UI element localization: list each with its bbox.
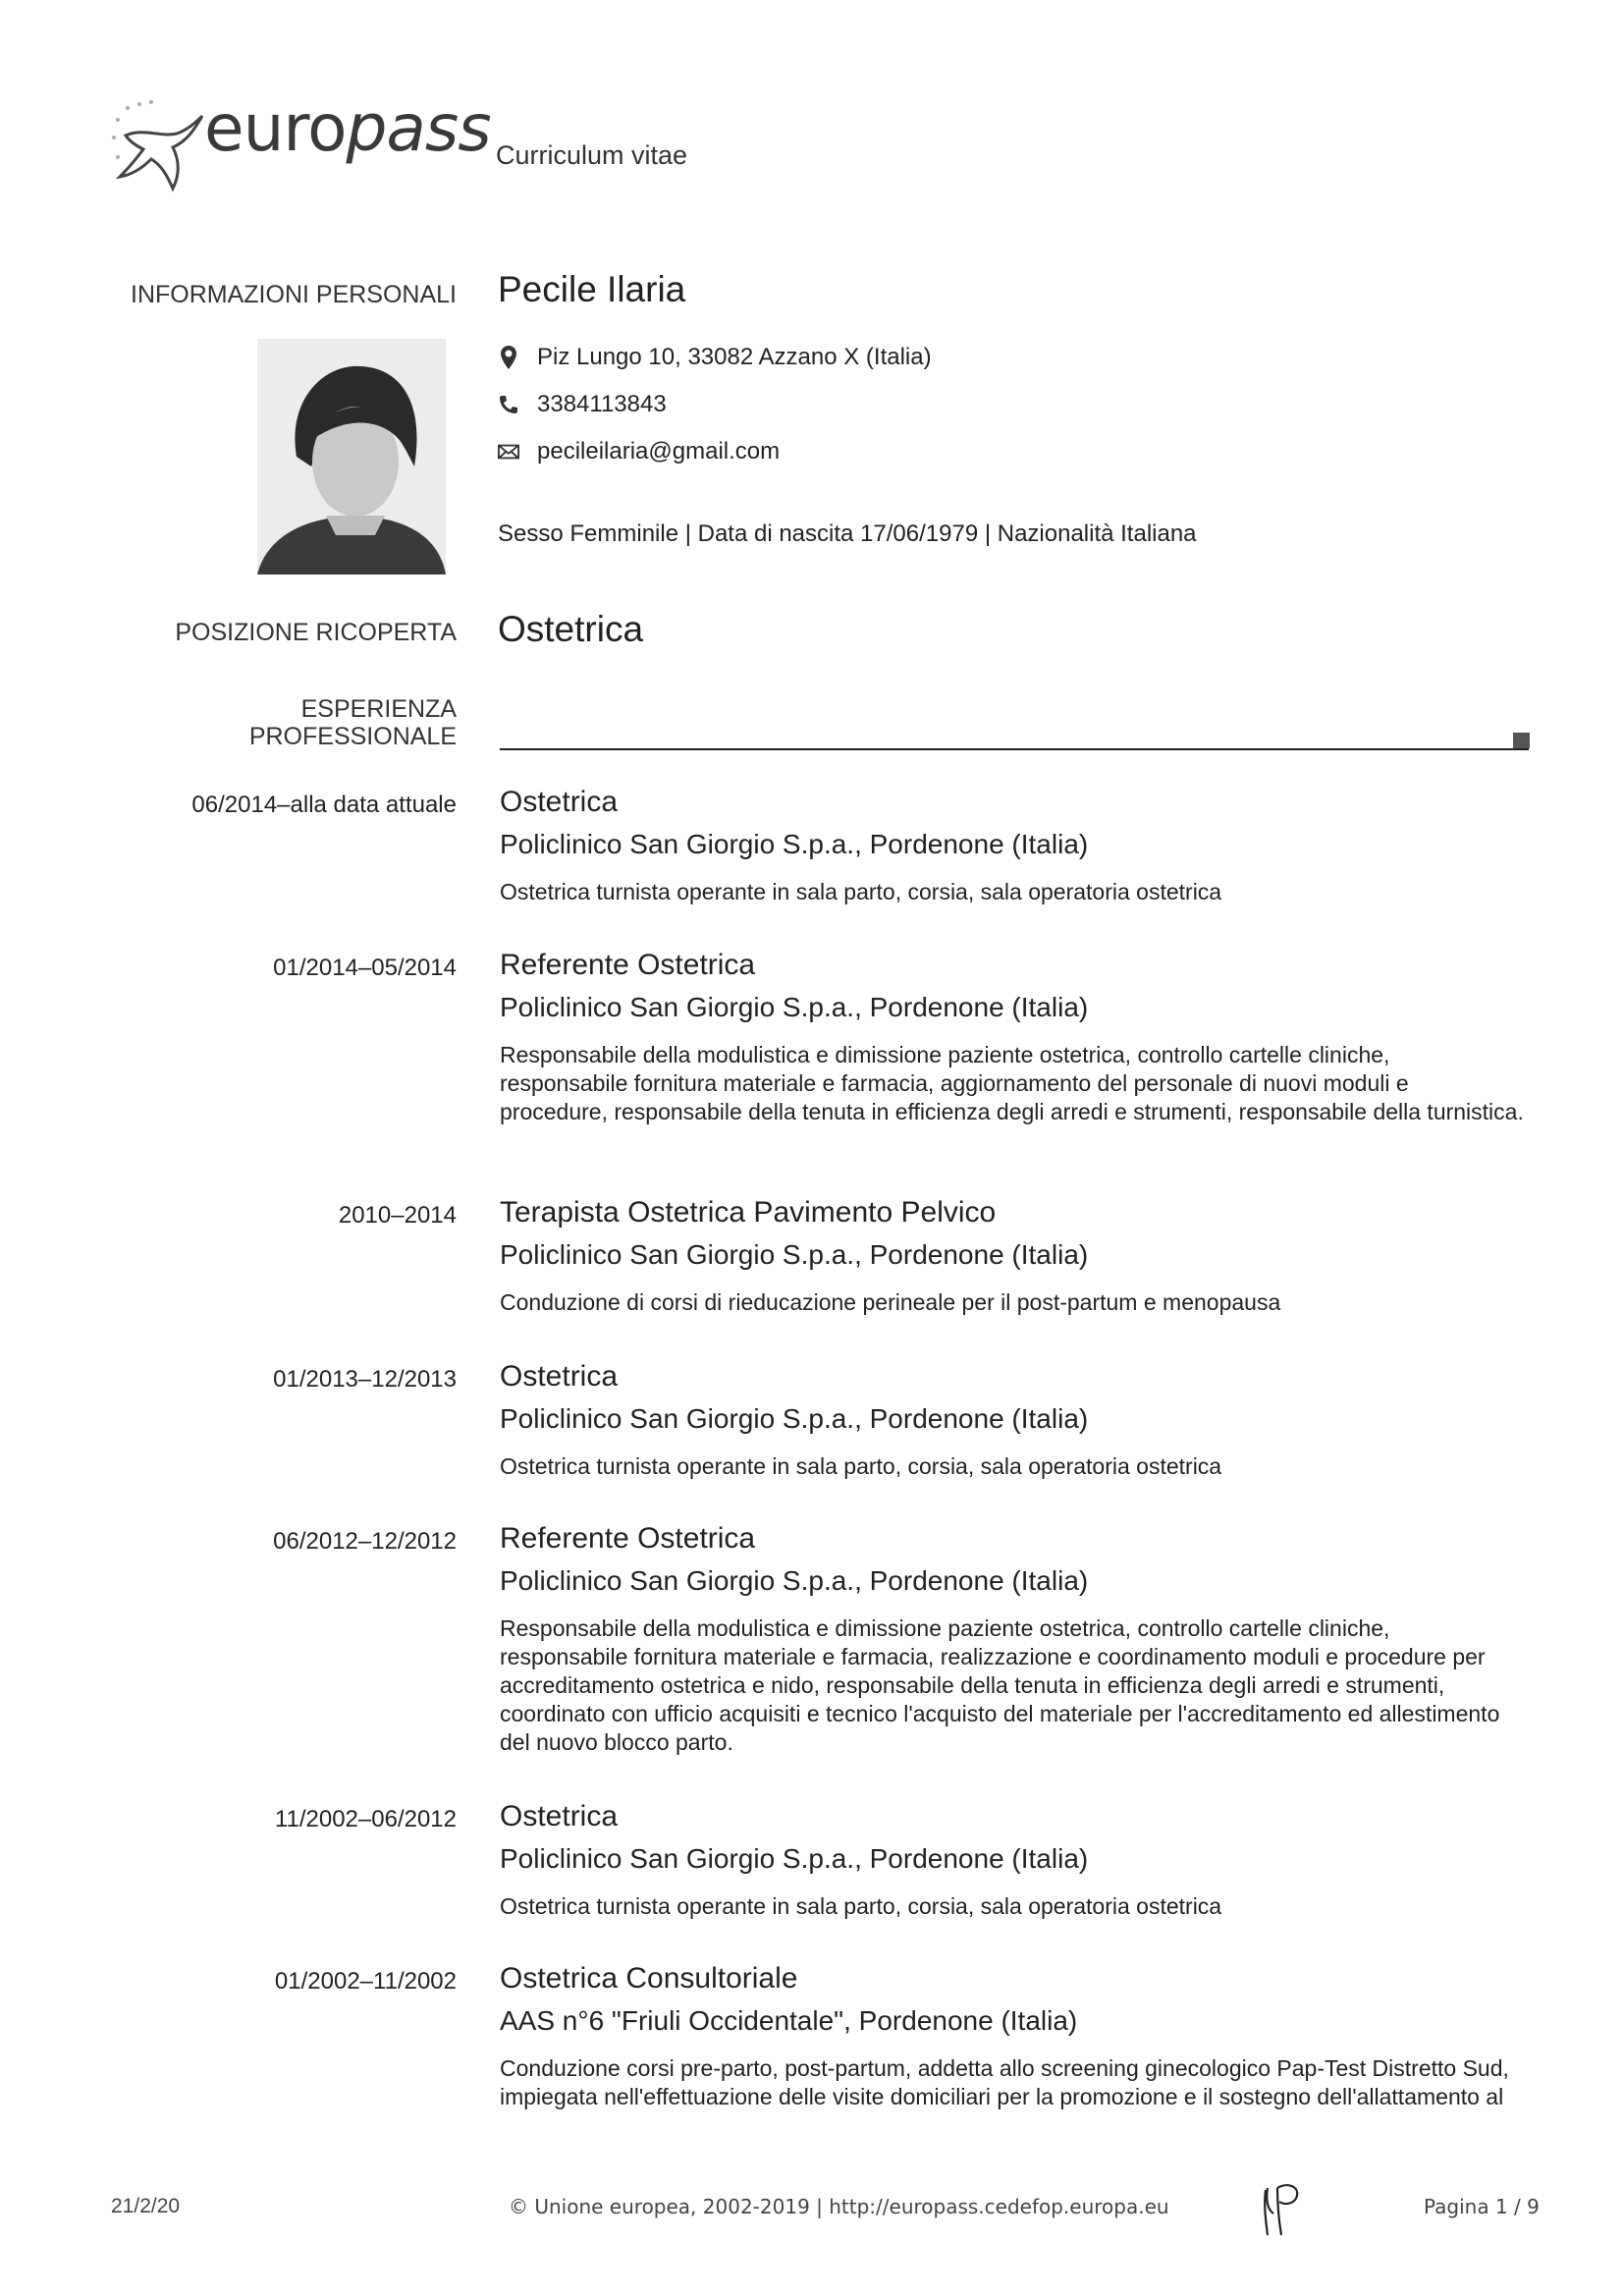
description-line: responsabile fornitura materiale e farmacia, realizzazione e coordinamento moduli e procedure per [500,1644,1486,1669]
europass-logo [108,90,491,206]
description-line: Conduzione corsi pre-parto, post-partum, addetta allo screening ginecologico Pap-Test Distretto Sud, [500,2055,1509,2081]
phone-text[interactable]: 3384113843 [537,391,667,417]
address-text: Piz Lungo 10, 33082 Azzano X (Italia) [537,344,932,370]
footer-copyright: © Unione europea, 2002-2019 | http://europass.cedefop.europa.eu [509,2195,1169,2218]
experience-employer: Policlinico San Giorgio S.p.a., Pordenone (Italia) [500,1565,1089,1596]
location-pin-icon [498,345,519,370]
experience-date: 06/2012–12/2012 [273,1528,457,1555]
personal-details: Sesso Femminile | Data di nascita 17/06/1979 | Nazionalità Italiana [498,520,1197,547]
experience-job-title: Ostetrica [500,1800,619,1832]
description-line: Ostetrica turnista operante in sala parto, corsia, sala operatoria ostetrica [500,879,1222,904]
experience-description [500,878,1541,906]
experience-employer: Policlinico San Giorgio S.p.a., Pordenone (Italia) [500,992,1089,1022]
email-row [498,438,780,465]
experience-employer: Policlinico San Giorgio S.p.a., Pordenone (Italia) [500,1239,1089,1270]
experience-date: 01/2014–05/2014 [273,955,457,981]
experience-employer: Policlinico San Giorgio S.p.a., Pordenone (Italia) [500,1403,1089,1434]
description-line: del nuovo blocco parto. [500,1729,733,1755]
description-line: impiegata nell'effettuazione delle visite domiciliari per la promozione e il sostegno dell'allattamento al [500,2084,1504,2109]
section-divider-marker [1513,733,1530,748]
description-line: Ostetrica turnista operante in sala parto, corsia, sala operatoria ostetrica [500,1893,1222,1919]
experience-job-title: Referente Ostetrica [500,1522,756,1555]
email-text[interactable]: pecileilaria@gmail.com [537,438,781,465]
description-line: coordinato con ufficio acquisiti e tecnico l'acquisto del materiale per l'accreditamento ed allestimento [500,1701,1500,1726]
experience-employer: Policlinico San Giorgio S.p.a., Pordenone (Italia) [500,829,1089,859]
description-line: accreditamento ostetrica e nido, responsabile della tenuta in efficienza degli arredi e strumenti, [500,1672,1445,1698]
profile-photo [257,339,446,574]
person-name: Pecile Ilaria [498,269,686,309]
description-line: Ostetrica turnista operante in sala parto, corsia, sala operatoria ostetrica [500,1453,1222,1479]
phone-row [498,391,667,418]
personal-info-label: INFORMAZIONI PERSONALI [131,281,457,308]
experience-job-title: Terapista Ostetrica Pavimento Pelvico [500,1196,997,1229]
description-line: responsabile fornitura materiale e farmacia, aggiornamento del personale di nuovi moduli e [500,1070,1409,1096]
experience-description [500,2054,1541,2111]
experience-description [500,1288,1541,1317]
position-value: Ostetrica [498,609,644,649]
envelope-icon [498,439,519,465]
experience-employer: AAS n°6 "Friuli Occidentale", Pordenone (Italia) [500,2005,1078,2036]
experience-date: 06/2014–alla data attuale [191,792,457,818]
europass-wordmark: europass [204,90,491,166]
description-line: Responsabile della modulistica e dimissione paziente ostetrica, controllo cartelle cliniche, [500,1042,1390,1067]
footer-page-number: Pagina 1 / 9 [1424,2195,1540,2218]
experience-description [500,1892,1541,1921]
experience-description [500,1041,1541,1126]
phone-icon [498,392,519,417]
experience-description [500,1452,1541,1481]
footer-date: 21/2/20 [111,2195,181,2217]
description-line: Conduzione di corsi di rieducazione perineale per il post-partum e menopausa [500,1289,1281,1315]
experience-job-title: Ostetrica Consultoriale [500,1962,798,1995]
experience-date: 2010–2014 [338,1202,457,1229]
experience-job-title: Ostetrica [500,786,619,818]
description-line: Responsabile della modulistica e dimissione paziente ostetrica, controllo cartelle cliniche, [500,1615,1390,1641]
section-divider [500,748,1529,750]
handwritten-initials-signature [1260,2180,1309,2239]
experience-date: 01/2013–12/2013 [273,1366,457,1393]
experience-label: ESPERIENZA PROFESSIONALE [248,695,457,750]
experience-description [500,1614,1541,1757]
cv-title: Curriculum vitae [496,140,688,170]
position-label: POSIZIONE RICOPERTA [175,619,457,646]
europass-figure-icon [108,98,206,196]
address-row [498,344,932,371]
experience-job-title: Referente Ostetrica [500,949,756,981]
experience-date: 11/2002–06/2012 [274,1806,457,1832]
description-line: procedure, responsabile della tenuta in efficienza degli arredi e strumenti, responsabile della turnistica. [500,1099,1524,1124]
experience-job-title: Ostetrica [500,1360,619,1393]
experience-date: 01/2002–11/2002 [274,1968,457,1995]
experience-employer: Policlinico San Giorgio S.p.a., Pordenone (Italia) [500,1843,1089,1874]
